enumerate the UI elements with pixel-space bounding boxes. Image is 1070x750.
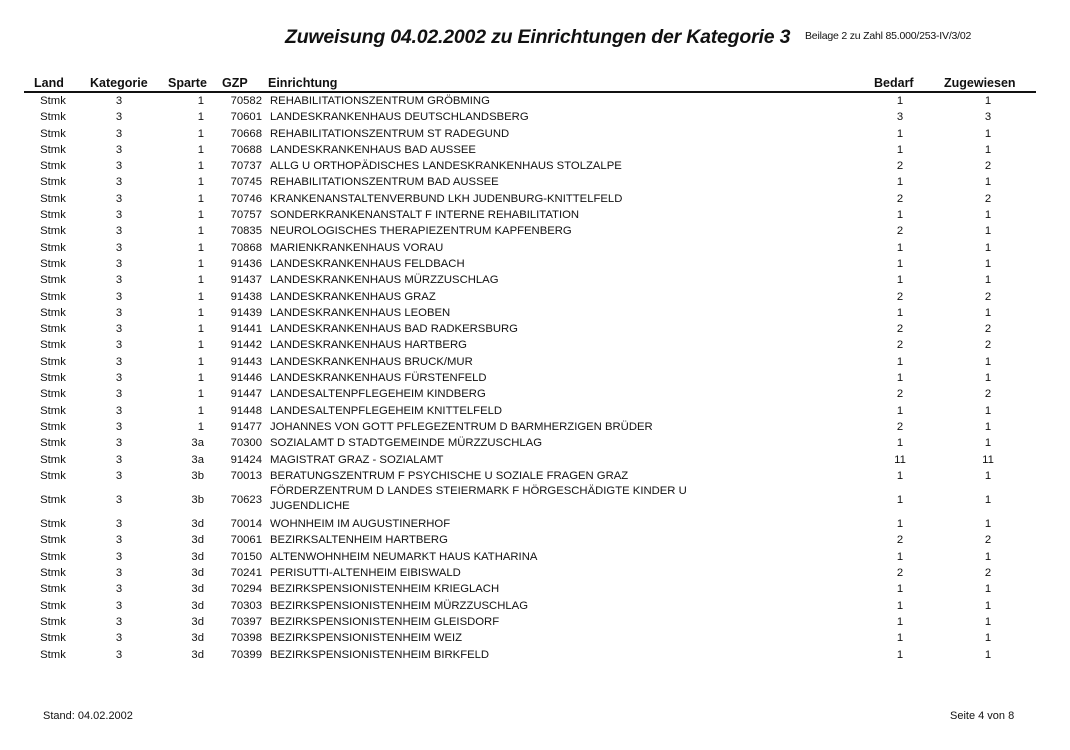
table-row: [0, 110, 1070, 126]
cell-kategorie: 3: [115, 550, 123, 563]
cell-land: Stmk: [40, 241, 66, 254]
cell-sparte: 3a: [191, 437, 204, 450]
cell-sparte: 1: [197, 160, 204, 173]
cell-land: Stmk: [40, 339, 66, 352]
cell-einrichtung: LANDESKRANKENHAUS GRAZ: [270, 290, 436, 303]
cell-gzp: 70745: [230, 176, 262, 189]
cell-gzp: 70737: [230, 160, 262, 173]
footer-page-number: Seite 4 von 8: [950, 710, 1015, 722]
cell-sparte: 3d: [191, 648, 204, 661]
column-header-einrichtung: Einrichtung: [268, 76, 338, 90]
cell-einrichtung: SONDERKRANKENANSTALT F INTERNE REHABILITATION: [270, 209, 580, 222]
cell-land: Stmk: [40, 534, 66, 547]
cell-gzp: 70601: [230, 111, 262, 124]
cell-bedarf: 3: [896, 111, 904, 124]
cell-zugewiesen: 1: [984, 95, 992, 107]
table-row: [0, 94, 1070, 110]
cell-sparte: 1: [197, 420, 204, 433]
table-row: [0, 648, 1070, 664]
cell-einrichtung: PERISUTTI-ALTENHEIM EIBISWALD: [270, 567, 461, 580]
table-row: [0, 420, 1070, 436]
cell-gzp: 70868: [230, 241, 262, 254]
cell-kategorie: 3: [115, 469, 123, 482]
cell-kategorie: 3: [115, 518, 123, 531]
cell-sparte: 3d: [191, 599, 204, 612]
cell-zugewiesen: 1: [984, 632, 992, 645]
cell-kategorie: 3: [115, 257, 123, 270]
cell-land: Stmk: [40, 290, 66, 303]
cell-sparte: 1: [197, 225, 204, 238]
cell-sparte: 1: [197, 404, 204, 417]
cell-zugewiesen: 1: [984, 241, 992, 254]
cell-bedarf: 2: [896, 534, 904, 547]
cell-einrichtung: ALTENWOHNHEIM NEUMARKT HAUS KATHARINA: [270, 550, 538, 563]
table-row: [0, 306, 1070, 322]
cell-einrichtung: LANDESKRANKENHAUS FELDBACH: [270, 257, 465, 270]
cell-sparte: 1: [197, 388, 204, 401]
cell-zugewiesen: 2: [984, 160, 992, 173]
cell-land: Stmk: [40, 567, 66, 580]
cell-bedarf: 2: [896, 290, 904, 303]
cell-land: Stmk: [40, 192, 66, 205]
cell-gzp: 91437: [230, 274, 262, 287]
cell-bedarf: 1: [896, 494, 904, 507]
cell-gzp: 91448: [230, 404, 262, 417]
cell-land: Stmk: [40, 95, 66, 107]
cell-einrichtung: LANDESKRANKENHAUS MÜRZZUSCHLAG: [270, 274, 499, 287]
cell-bedarf: 2: [896, 420, 904, 433]
table-row: [0, 453, 1070, 469]
cell-einrichtung: LANDESKRANKENHAUS BAD AUSSEE: [270, 143, 476, 156]
cell-einrichtung: BEZIRKSPENSIONISTENHEIM MÜRZZUSCHLAG: [270, 599, 528, 612]
cell-zugewiesen: 1: [984, 257, 992, 270]
cell-zugewiesen: 1: [984, 583, 992, 596]
table-row: [0, 290, 1070, 306]
table-row: [0, 387, 1070, 403]
cell-einrichtung: LANDESKRANKENHAUS HARTBERG: [270, 339, 467, 352]
cell-land: Stmk: [40, 550, 66, 563]
cell-land: Stmk: [40, 257, 66, 270]
cell-kategorie: 3: [115, 209, 123, 222]
cell-gzp: 91447: [230, 388, 262, 401]
cell-gzp: 91424: [230, 453, 262, 466]
cell-sparte: 3d: [191, 583, 204, 596]
cell-kategorie: 3: [115, 95, 123, 107]
cell-zugewiesen: 1: [984, 615, 992, 628]
cell-kategorie: 3: [115, 143, 123, 156]
cell-sparte: 1: [197, 355, 204, 368]
cell-einrichtung: MAGISTRAT GRAZ - SOZIALAMT: [270, 453, 444, 466]
table-row: [0, 436, 1070, 452]
cell-sparte: 1: [197, 290, 204, 303]
cell-kategorie: 3: [115, 176, 123, 189]
cell-zugewiesen: 1: [984, 209, 992, 222]
cell-zugewiesen: 11: [982, 453, 994, 466]
table-row: [0, 404, 1070, 420]
document-title: Zuweisung 04.02.2002 zu Einrichtungen der Kategorie 3: [285, 26, 791, 48]
cell-sparte: 1: [197, 176, 204, 189]
cell-land: Stmk: [40, 420, 66, 433]
cell-land: Stmk: [40, 306, 66, 319]
cell-gzp: 70061: [230, 534, 262, 547]
cell-gzp: 91446: [230, 372, 262, 385]
cell-gzp: 70300: [230, 437, 262, 450]
cell-kategorie: 3: [115, 632, 123, 645]
cell-gzp: 70014: [230, 518, 262, 531]
table-row: [0, 485, 1070, 517]
cell-zugewiesen: 1: [984, 550, 992, 563]
table-row: [0, 615, 1070, 631]
cell-sparte: 1: [197, 241, 204, 254]
cell-bedarf: 1: [896, 355, 904, 368]
cell-einrichtung: ALLG U ORTHOPÄDISCHES LANDESKRANKENHAUS STOLZALPE: [270, 160, 622, 173]
cell-sparte: 3b: [191, 469, 204, 482]
table-row: [0, 371, 1070, 387]
table-row: [0, 175, 1070, 191]
cell-gzp: 70398: [230, 632, 262, 645]
cell-gzp: 70668: [230, 127, 262, 140]
cell-sparte: 3b: [191, 494, 204, 507]
cell-kategorie: 3: [115, 648, 123, 661]
cell-zugewiesen: 1: [984, 127, 992, 140]
cell-einrichtung: LANDESALTENPFLEGEHEIM KNITTELFELD: [270, 404, 503, 417]
cell-land: Stmk: [40, 127, 66, 140]
table-body: [0, 94, 1070, 664]
cell-einrichtung: MARIENKRANKENHAUS VORAU: [270, 241, 444, 254]
column-header-land: Land: [34, 76, 64, 90]
cell-bedarf: 1: [896, 583, 904, 596]
cell-sparte: 3d: [191, 534, 204, 547]
cell-kategorie: 3: [115, 127, 123, 140]
cell-kategorie: 3: [115, 388, 123, 401]
cell-einrichtung: LANDESKRANKENHAUS BAD RADKERSBURG: [270, 323, 518, 336]
cell-gzp: 70835: [230, 225, 262, 238]
cell-zugewiesen: 1: [984, 518, 992, 531]
cell-zugewiesen: 1: [984, 143, 992, 156]
cell-bedarf: 1: [896, 95, 904, 107]
cell-kategorie: 3: [115, 615, 123, 628]
cell-einrichtung: WOHNHEIM IM AUGUSTINERHOF: [270, 518, 451, 531]
cell-land: Stmk: [40, 225, 66, 238]
cell-bedarf: 2: [896, 339, 904, 352]
cell-bedarf: 1: [896, 469, 904, 482]
cell-kategorie: 3: [115, 567, 123, 580]
cell-zugewiesen: 2: [984, 567, 992, 580]
cell-sparte: 1: [197, 209, 204, 222]
allocation-table: [0, 76, 1070, 661]
cell-bedarf: 2: [896, 192, 904, 205]
cell-einrichtung: REHABILITATIONSZENTRUM BAD AUSSEE: [270, 176, 499, 189]
cell-einrichtung: SOZIALAMT D STADTGEMEINDE MÜRZZUSCHLAG: [270, 437, 542, 450]
cell-einrichtung: KRANKENANSTALTENVERBUND LKH JUDENBURG-KNITTELFELD: [270, 192, 623, 205]
cell-bedarf: 11: [894, 453, 906, 466]
cell-land: Stmk: [40, 404, 66, 417]
cell-einrichtung: [270, 484, 687, 514]
cell-zugewiesen: 1: [984, 225, 992, 238]
cell-land: Stmk: [40, 518, 66, 531]
cell-bedarf: 2: [896, 388, 904, 401]
cell-sparte: 1: [197, 95, 204, 107]
cell-zugewiesen: 1: [984, 372, 992, 385]
cell-einrichtung: LANDESKRANKENHAUS BRUCK/MUR: [270, 355, 473, 368]
cell-einrichtung-line2: JUGENDLICHE: [270, 500, 350, 513]
cell-bedarf: 1: [896, 372, 904, 385]
cell-bedarf: 1: [896, 143, 904, 156]
cell-gzp: 91438: [230, 290, 262, 303]
cell-gzp: 91442: [230, 339, 262, 352]
cell-bedarf: 1: [896, 550, 904, 563]
cell-bedarf: 2: [896, 160, 904, 173]
cell-zugewiesen: 2: [984, 388, 992, 401]
cell-einrichtung: JOHANNES VON GOTT PFLEGEZENTRUM D BARMHERZIGEN BRÜDER: [270, 420, 653, 433]
table-row: [0, 599, 1070, 615]
cell-zugewiesen: 1: [984, 437, 992, 450]
cell-zugewiesen: 1: [984, 274, 992, 287]
footer-stand: Stand: 04.02.2002: [43, 710, 133, 722]
cell-zugewiesen: 1: [984, 648, 992, 661]
cell-land: Stmk: [40, 355, 66, 368]
cell-bedarf: 2: [896, 323, 904, 336]
cell-gzp: 91441: [230, 323, 262, 336]
cell-gzp: 70688: [230, 143, 262, 156]
cell-gzp: 70582: [230, 95, 262, 107]
cell-land: Stmk: [40, 372, 66, 385]
column-header-bedarf: Bedarf: [874, 76, 914, 90]
cell-land: Stmk: [40, 209, 66, 222]
cell-sparte: 1: [197, 127, 204, 140]
cell-zugewiesen: 1: [984, 306, 992, 319]
table-row: [0, 322, 1070, 338]
cell-zugewiesen: 1: [984, 420, 992, 433]
table-row: [0, 159, 1070, 175]
cell-zugewiesen: 2: [984, 339, 992, 352]
cell-sparte: 3d: [191, 615, 204, 628]
cell-sparte: 1: [197, 339, 204, 352]
cell-gzp: 91477: [230, 420, 262, 433]
header-rule: [24, 91, 1036, 93]
cell-land: Stmk: [40, 632, 66, 645]
cell-zugewiesen: 1: [984, 469, 992, 482]
cell-kategorie: 3: [115, 404, 123, 417]
cell-kategorie: 3: [115, 534, 123, 547]
cell-land: Stmk: [40, 453, 66, 466]
cell-sparte: 1: [197, 274, 204, 287]
table-row: [0, 338, 1070, 354]
cell-einrichtung: BEZIRKSALTENHEIM HARTBERG: [270, 534, 448, 547]
cell-sparte: 1: [197, 323, 204, 336]
cell-kategorie: 3: [115, 306, 123, 319]
cell-bedarf: 2: [896, 225, 904, 238]
cell-einrichtung: REHABILITATIONSZENTRUM GRÖBMING: [270, 95, 490, 107]
table-row: [0, 143, 1070, 159]
cell-zugewiesen: 2: [984, 534, 992, 547]
table-header: [0, 76, 1070, 90]
cell-bedarf: 1: [896, 437, 904, 450]
document-reference: Beilage 2 zu Zahl 85.000/253-IV/3/02: [805, 30, 972, 42]
cell-land: Stmk: [40, 469, 66, 482]
cell-bedarf: 1: [896, 306, 904, 319]
cell-bedarf: 2: [896, 567, 904, 580]
cell-einrichtung: REHABILITATIONSZENTRUM ST RADEGUND: [270, 127, 510, 140]
cell-gzp: 70623: [230, 494, 262, 507]
cell-einrichtung: BEZIRKSPENSIONISTENHEIM GLEISDORF: [270, 615, 500, 628]
table-row: [0, 208, 1070, 224]
cell-zugewiesen: 1: [984, 176, 992, 189]
cell-land: Stmk: [40, 274, 66, 287]
cell-land: Stmk: [40, 160, 66, 173]
table-row: [0, 582, 1070, 598]
cell-gzp: 70241: [230, 567, 262, 580]
cell-einrichtung: LANDESKRANKENHAUS LEOBEN: [270, 306, 451, 319]
cell-einrichtung: BEZIRKSPENSIONISTENHEIM KRIEGLACH: [270, 583, 500, 596]
cell-gzp: 70013: [230, 469, 262, 482]
cell-kategorie: 3: [115, 494, 123, 507]
cell-kategorie: 3: [115, 599, 123, 612]
cell-bedarf: 1: [896, 648, 904, 661]
cell-sparte: 3a: [191, 453, 204, 466]
cell-einrichtung: LANDESALTENPFLEGEHEIM KINDBERG: [270, 388, 486, 401]
table-row: [0, 517, 1070, 533]
cell-kategorie: 3: [115, 420, 123, 433]
cell-land: Stmk: [40, 143, 66, 156]
cell-land: Stmk: [40, 615, 66, 628]
cell-bedarf: 1: [896, 615, 904, 628]
cell-kategorie: 3: [115, 583, 123, 596]
cell-gzp: 91436: [230, 257, 262, 270]
cell-bedarf: 1: [896, 257, 904, 270]
table-row: [0, 257, 1070, 273]
cell-kategorie: 3: [115, 192, 123, 205]
cell-gzp: 70399: [230, 648, 262, 661]
cell-gzp: 91443: [230, 355, 262, 368]
cell-land: Stmk: [40, 388, 66, 401]
cell-sparte: 1: [197, 111, 204, 124]
cell-gzp: 70397: [230, 615, 262, 628]
cell-sparte: 1: [197, 372, 204, 385]
table-row: [0, 224, 1070, 240]
cell-sparte: 1: [197, 143, 204, 156]
cell-zugewiesen: 1: [984, 599, 992, 612]
cell-zugewiesen: 3: [984, 111, 992, 124]
cell-bedarf: 1: [896, 599, 904, 612]
cell-gzp: 70757: [230, 209, 262, 222]
cell-einrichtung: LANDESKRANKENHAUS FÜRSTENFELD: [270, 372, 487, 385]
cell-einrichtung: BEZIRKSPENSIONISTENHEIM BIRKFELD: [270, 648, 490, 661]
cell-land: Stmk: [40, 599, 66, 612]
cell-zugewiesen: 2: [984, 290, 992, 303]
table-row: [0, 355, 1070, 371]
cell-kategorie: 3: [115, 323, 123, 336]
cell-zugewiesen: 2: [984, 192, 992, 205]
cell-zugewiesen: 1: [984, 404, 992, 417]
table-row: [0, 533, 1070, 549]
table-row: [0, 566, 1070, 582]
cell-kategorie: 3: [115, 355, 123, 368]
cell-bedarf: 1: [896, 127, 904, 140]
cell-gzp: 70150: [230, 550, 262, 563]
column-header-zugewiesen: Zugewiesen: [944, 76, 1016, 90]
cell-land: Stmk: [40, 111, 66, 124]
table-row: [0, 631, 1070, 647]
cell-sparte: 1: [197, 306, 204, 319]
column-header-gzp: GZP: [222, 76, 248, 90]
cell-kategorie: 3: [115, 290, 123, 303]
cell-zugewiesen: 1: [984, 494, 992, 507]
cell-einrichtung: BERATUNGSZENTRUM F PSYCHISCHE U SOZIALE FRAGEN GRAZ: [270, 469, 629, 482]
cell-sparte: 3d: [191, 550, 204, 563]
table-row: [0, 192, 1070, 208]
cell-land: Stmk: [40, 648, 66, 661]
column-header-sparte: Sparte: [168, 76, 207, 90]
cell-kategorie: 3: [115, 225, 123, 238]
cell-gzp: 70294: [230, 583, 262, 596]
cell-zugewiesen: 1: [984, 355, 992, 368]
table-row: [0, 241, 1070, 257]
cell-land: Stmk: [40, 323, 66, 336]
cell-land: Stmk: [40, 176, 66, 189]
cell-bedarf: 1: [896, 632, 904, 645]
cell-bedarf: 1: [896, 241, 904, 254]
table-row: [0, 469, 1070, 485]
cell-sparte: 3d: [191, 632, 204, 645]
cell-bedarf: 1: [896, 274, 904, 287]
table-row: [0, 273, 1070, 289]
column-header-kategorie: Kategorie: [90, 76, 148, 90]
cell-kategorie: 3: [115, 437, 123, 450]
cell-zugewiesen: 2: [984, 323, 992, 336]
cell-kategorie: 3: [115, 372, 123, 385]
cell-land: Stmk: [40, 583, 66, 596]
cell-einrichtung-line1: FÖRDERZENTRUM D LANDES STEIERMARK F HÖRGESCHÄDIGTE KINDER U: [270, 485, 687, 498]
cell-bedarf: 1: [896, 176, 904, 189]
cell-bedarf: 1: [896, 518, 904, 531]
cell-sparte: 3d: [191, 518, 204, 531]
cell-kategorie: 3: [115, 274, 123, 287]
cell-sparte: 1: [197, 192, 204, 205]
cell-land: Stmk: [40, 494, 66, 507]
cell-bedarf: 1: [896, 404, 904, 417]
cell-kategorie: 3: [115, 339, 123, 352]
cell-kategorie: 3: [115, 453, 123, 466]
cell-sparte: 3d: [191, 567, 204, 580]
table-row: [0, 550, 1070, 566]
cell-kategorie: 3: [115, 160, 123, 173]
cell-kategorie: 3: [115, 241, 123, 254]
cell-gzp: 70303: [230, 599, 262, 612]
cell-einrichtung: BEZIRKSPENSIONISTENHEIM WEIZ: [270, 632, 463, 645]
cell-land: Stmk: [40, 437, 66, 450]
cell-sparte: 1: [197, 257, 204, 270]
cell-gzp: 70746: [230, 192, 262, 205]
cell-gzp: 91439: [230, 306, 262, 319]
cell-bedarf: 1: [896, 209, 904, 222]
cell-einrichtung: NEUROLOGISCHES THERAPIEZENTRUM KAPFENBERG: [270, 225, 572, 238]
cell-kategorie: 3: [115, 111, 123, 124]
table-row: [0, 127, 1070, 143]
cell-einrichtung: LANDESKRANKENHAUS DEUTSCHLANDSBERG: [270, 111, 529, 124]
